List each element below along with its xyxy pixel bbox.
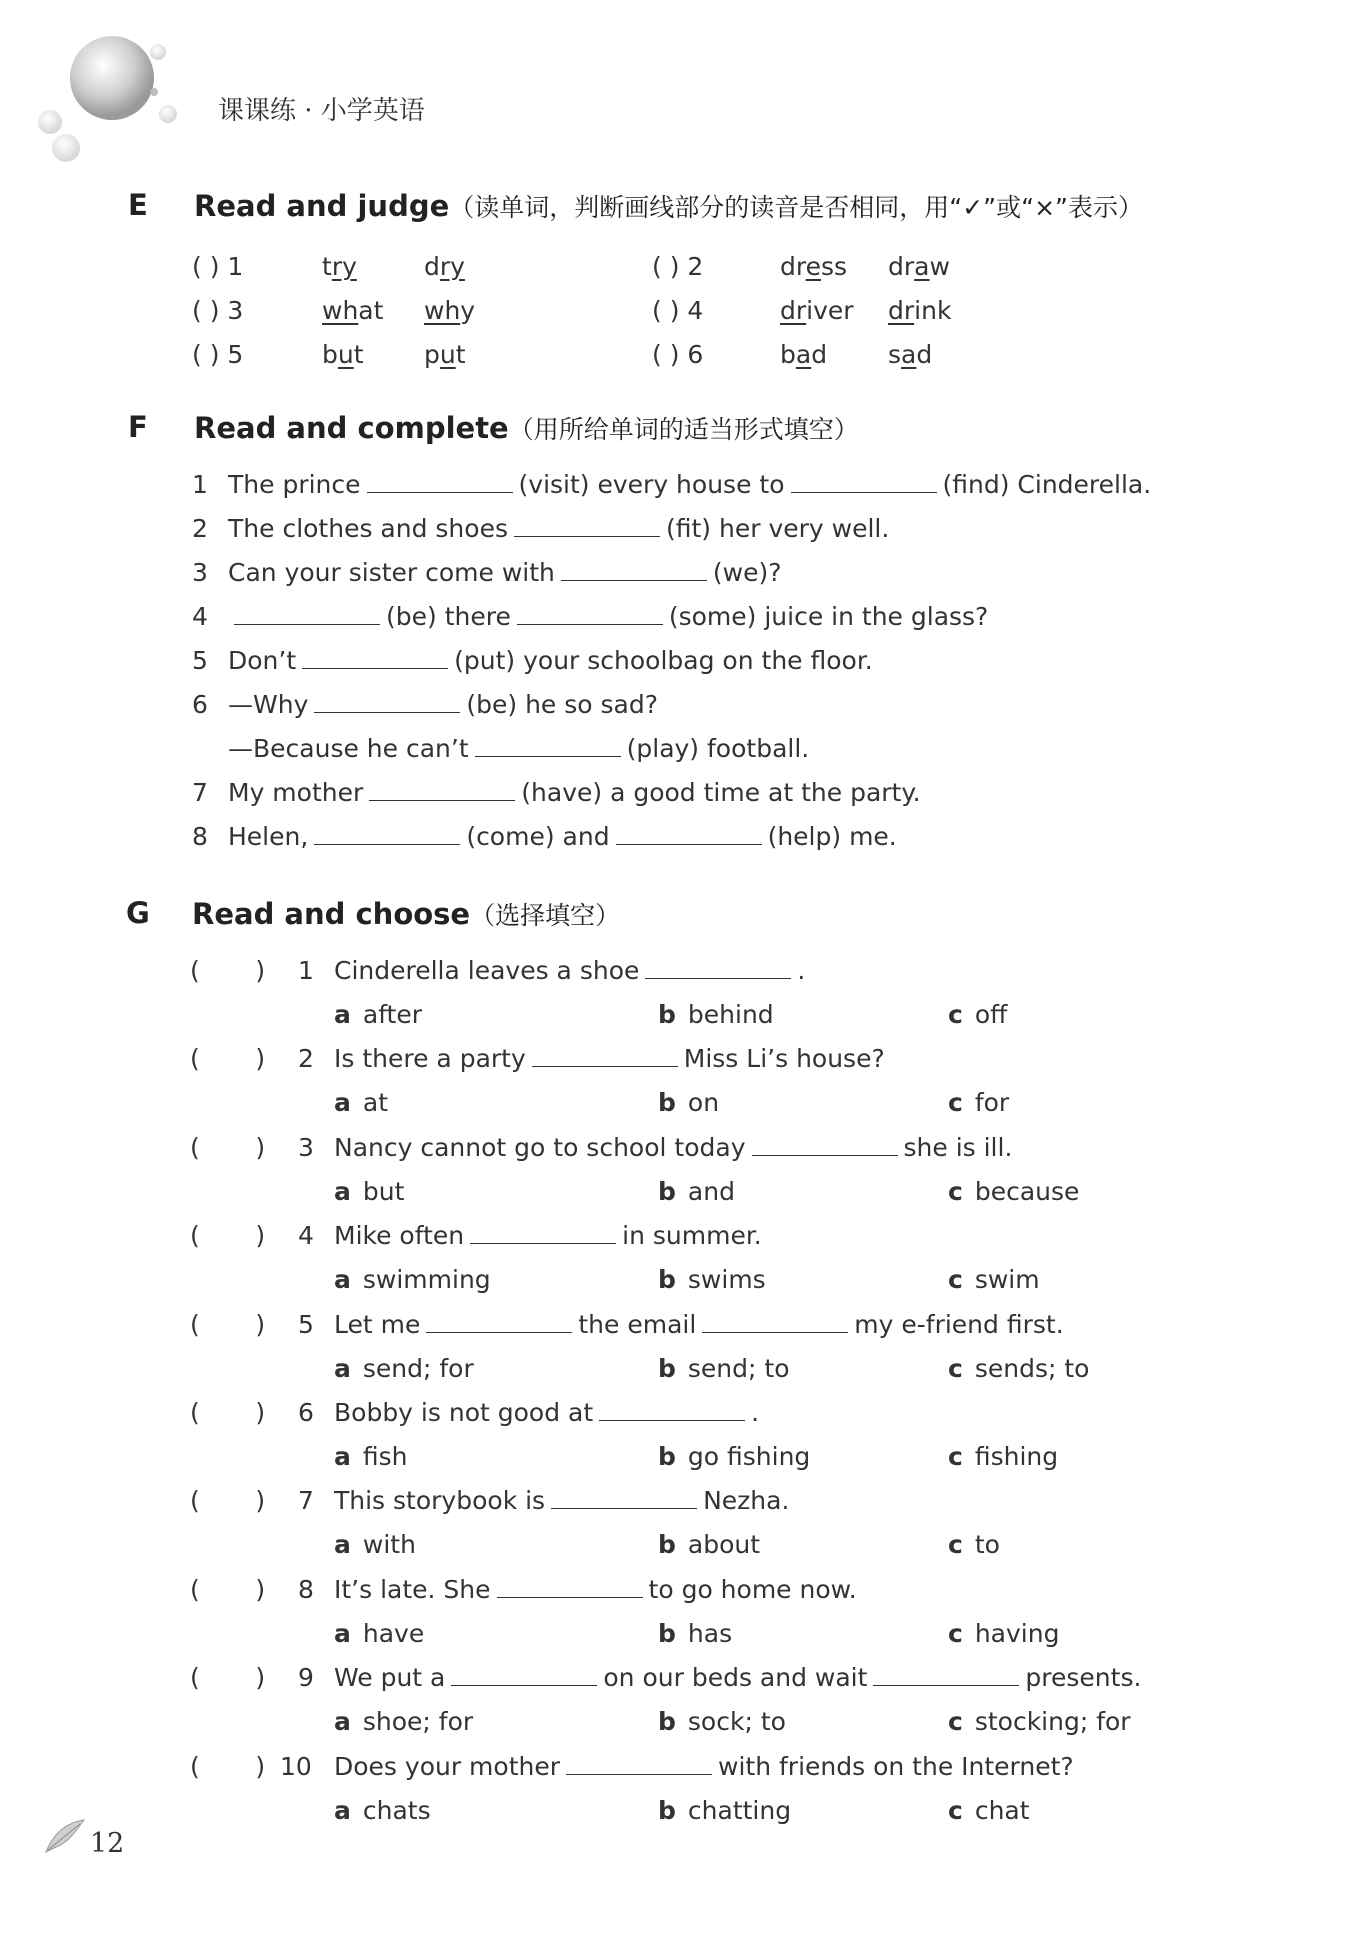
sentence-text: Can your sister come with [228,558,555,587]
answer-blank[interactable] [475,734,621,757]
item-number: 9 [298,1663,314,1693]
word-part: t [353,340,364,369]
question-text [334,1133,1012,1162]
question-text [334,1398,759,1427]
option-b[interactable] [658,1796,791,1825]
answer-paren[interactable]: ( ) [190,1309,266,1339]
answer-paren[interactable]: ( ) [190,956,266,985]
word-part: ink [914,296,952,325]
sentence-text: (some) juice in the glass? [668,602,989,631]
judge-item-label[interactable]: ( ) 2 [652,252,704,281]
word-part: iver [806,296,854,325]
answer-blank[interactable] [551,1486,697,1509]
section-e-title [194,188,1143,224]
question-part: . [797,956,806,985]
section-e-heading: Read and judge [194,189,450,223]
question-part: my e-friend first. [854,1309,1064,1339]
judge-item-label[interactable]: ( ) 4 [652,296,704,325]
option-letter: a [334,1442,351,1471]
option-text: to [974,1530,1000,1560]
answer-blank[interactable] [302,646,448,669]
option-text: because [974,1176,1080,1206]
answer-blank[interactable] [702,1310,848,1333]
sentence-text: (come) and [466,822,610,851]
option-text: on [687,1088,720,1118]
underlined-sound: dr [780,296,807,325]
underlined-sound: a [795,340,812,369]
option-text: about [687,1530,761,1560]
option-a[interactable] [334,1619,424,1648]
item-number: 6 [298,1398,314,1427]
answer-blank[interactable] [514,514,660,537]
option-letter: a [334,1176,351,1206]
question-part: Nancy cannot go to school today [334,1132,746,1162]
question-part: This storybook is [334,1486,546,1516]
underlined-sound: e [805,252,821,281]
header-title: 课课练 · 小学英语 [218,96,425,126]
word-part: p [424,340,440,369]
word-part: d [424,252,440,281]
option-letter: b [658,1088,676,1118]
sentence-text: (we)? [712,558,782,587]
answer-paren[interactable]: ( ) [190,1486,266,1516]
option-letter: a [334,1000,351,1029]
sentence-text: —Because he can’t [228,734,469,763]
option-c[interactable] [948,1707,1131,1736]
judge-word [888,340,932,369]
option-text: go fishing [687,1442,811,1471]
complete-sentence [228,602,988,631]
option-a[interactable] [334,1000,422,1029]
option-letter: c [948,1000,963,1029]
answer-blank[interactable] [367,470,513,493]
complete-sentence [228,646,873,675]
item-number: 4 [298,1221,314,1251]
question-part: We put a [334,1663,446,1693]
answer-paren[interactable]: ( ) [190,1663,266,1693]
option-b[interactable] [658,1619,732,1648]
answer-blank[interactable] [314,822,460,845]
sentence-text: —Why [228,690,309,719]
option-b[interactable] [658,1000,774,1029]
sentence-text: (be) he so sad? [466,690,658,719]
item-number: 3 [192,558,208,587]
question-part: . [751,1398,760,1427]
underlined-sound: dr [888,296,915,325]
judge-item-label[interactable]: ( ) 5 [192,340,244,369]
item-number: 1 [192,470,208,499]
question-part: Cinderella leaves a shoe [334,956,640,985]
sentence-text: (find) Cinderella. [942,470,1152,499]
option-text: shoe; for [362,1707,474,1737]
judge-word [780,296,854,325]
item-number: 4 [192,602,208,631]
option-text: swims [687,1265,766,1295]
word-part: y [460,296,476,325]
answer-blank[interactable] [873,1663,1019,1686]
question-part: presents. [1025,1663,1142,1693]
answer-blank[interactable] [566,1752,712,1775]
option-letter: a [334,1353,351,1383]
option-letter: b [658,1795,676,1825]
option-text: send; to [687,1353,790,1383]
section-g-letter: G [126,896,150,930]
option-text: having [974,1618,1060,1648]
option-b[interactable] [658,1707,786,1736]
section-f-title [194,410,859,446]
option-letter: a [334,1530,351,1560]
item-number: 7 [298,1486,314,1516]
option-text: swim [974,1265,1040,1295]
answer-paren[interactable]: ( ) [190,1751,266,1781]
answer-blank[interactable] [497,1575,643,1598]
section-f-letter: F [128,410,148,444]
option-letter: b [658,1707,676,1737]
option-text: at [362,1088,388,1118]
option-b[interactable] [658,1354,790,1383]
option-c[interactable] [948,1265,1040,1294]
judge-word [424,252,465,281]
answer-blank[interactable] [451,1663,597,1686]
judge-word [322,252,357,281]
answer-blank[interactable] [517,602,663,625]
answer-blank[interactable] [369,778,515,801]
option-text: send; for [362,1353,474,1383]
option-letter: a [334,1618,351,1648]
option-letter: b [658,1530,676,1560]
section-g-title [192,896,620,932]
section-g-heading: Read and choose [192,897,471,931]
item-number: 8 [298,1574,314,1604]
option-text: and [687,1176,735,1206]
underlined-sound: a [901,340,917,369]
option-a[interactable] [334,1088,388,1117]
option-letter: b [658,1442,676,1471]
option-text: behind [687,1000,774,1029]
judge-word [888,252,950,281]
sentence-text: (put) your schoolbag on the floor. [454,646,873,675]
option-letter: c [948,1353,963,1383]
item-number: 2 [192,514,208,543]
underlined-sound: wh [424,296,461,325]
option-a[interactable] [334,1707,473,1736]
question-text [334,1486,789,1515]
answer-blank[interactable] [234,602,380,625]
question-part: in summer. [622,1221,762,1251]
answer-blank[interactable] [599,1398,745,1421]
sentence-text: Helen, [228,822,309,851]
item-number: 5 [298,1309,314,1339]
sentence-text: (have) a good time at the party. [521,778,921,807]
option-c[interactable] [948,1796,1030,1825]
option-letter: b [658,1000,676,1029]
option-text: fishing [974,1442,1059,1471]
option-text: for [974,1088,1010,1118]
answer-blank[interactable] [752,1133,898,1156]
judge-item-label[interactable]: ( ) 3 [192,296,244,325]
option-text: off [974,1000,1008,1029]
option-b[interactable] [658,1177,735,1206]
option-c[interactable] [948,1177,1079,1206]
answer-paren[interactable]: ( ) [190,1398,266,1427]
question-part: Bobby is not good at [334,1398,594,1427]
complete-sentence [228,690,658,719]
question-text [334,1575,857,1604]
option-letter: b [658,1265,676,1295]
word-part: w [929,252,950,281]
question-part: It’s late. She [334,1574,491,1604]
question-part: the email [578,1309,697,1339]
item-number: 7 [192,778,208,807]
section-f-heading: Read and complete [194,411,509,445]
option-text: stocking; for [974,1707,1131,1737]
question-text [334,1752,1074,1781]
option-text: after [362,1000,423,1029]
judge-word [780,340,827,369]
question-part: Mike often [334,1221,465,1251]
answer-paren[interactable]: ( ) [190,1132,266,1162]
leaf-icon [44,1818,86,1854]
judge-word [424,340,466,369]
question-part: Does your mother [334,1751,561,1781]
sentence-text: (fit) her very well. [665,514,890,543]
judge-item-label[interactable]: ( ) 6 [652,340,704,369]
sentence-text: (visit) every house to [518,470,785,499]
option-a[interactable] [334,1265,491,1294]
option-a[interactable] [334,1442,408,1471]
section-f-instruction: （用所给单词的适当形式填空） [508,415,859,444]
option-text: but [362,1176,405,1206]
question-text [334,1310,1064,1339]
answer-paren[interactable]: ( ) [190,1574,266,1604]
underlined-sound: u [439,340,456,369]
question-part: on our beds and wait [603,1663,868,1693]
option-b[interactable] [658,1530,760,1559]
option-letter: a [334,1265,351,1295]
option-letter: a [334,1707,351,1737]
option-text: sends; to [974,1353,1090,1383]
judge-word [322,296,383,325]
word-part: d [811,340,828,369]
option-a[interactable] [334,1796,431,1825]
answer-blank[interactable] [791,470,937,493]
option-b[interactable] [658,1265,766,1294]
item-number: 1 [298,956,314,985]
word-part: dr [888,252,915,281]
item-number: 10 [280,1751,312,1781]
underlined-sound: u [337,340,354,369]
option-a[interactable] [334,1354,474,1383]
item-number: 8 [192,822,208,851]
question-part: Miss Li’s house? [683,1044,885,1074]
option-a[interactable] [334,1177,404,1206]
question-part: she is ill. [903,1132,1013,1162]
question-part: Nezha. [703,1486,790,1516]
section-e-instruction: （读单词，判断画线部分的读音是否相同，用“✓”或“×”表示） [449,193,1143,222]
sentence-text: The clothes and shoes [228,514,508,543]
option-c[interactable] [948,1000,1007,1029]
complete-sentence [228,734,809,763]
option-text: swimming [362,1265,491,1295]
word-part: s [888,340,902,369]
question-text [334,956,805,985]
item-number: 2 [298,1044,314,1074]
option-text: chatting [687,1795,792,1825]
page-number: 12 [90,1828,125,1859]
word-part: t [455,340,466,369]
answer-blank[interactable] [532,1044,678,1067]
option-letter: a [334,1795,351,1825]
option-text: has [687,1618,733,1648]
option-a[interactable] [334,1530,416,1559]
answer-blank[interactable] [470,1221,616,1244]
option-text: fish [362,1442,408,1471]
question-part: to go home now. [648,1574,857,1604]
option-letter: c [948,1442,963,1471]
section-g-instruction: （选择填空） [470,901,621,930]
option-b[interactable] [658,1088,719,1117]
question-text [334,1044,885,1073]
option-letter: c [948,1618,963,1648]
bubbles-decoration [30,30,190,170]
judge-word [780,252,847,281]
complete-sentence [228,470,1151,499]
option-letter: b [658,1353,676,1383]
complete-sentence [228,514,889,543]
judge-item-label[interactable]: ( ) 1 [192,252,244,281]
question-part: with friends on the Internet? [718,1751,1074,1781]
option-c[interactable] [948,1619,1059,1648]
option-letter: b [658,1176,676,1206]
sentence-text: The prince [228,470,361,499]
judge-word [424,296,475,325]
option-letter: c [948,1707,963,1737]
option-letter: a [334,1088,351,1118]
judge-word [322,340,364,369]
question-part: Is there a party [334,1044,526,1074]
question-text [334,1221,762,1250]
word-part: dr [780,252,806,281]
option-c[interactable] [948,1442,1058,1471]
complete-sentence [228,778,921,807]
option-text: with [362,1530,416,1560]
answer-blank[interactable] [561,558,707,581]
option-letter: c [948,1265,963,1295]
sentence-text: (play) football. [626,734,810,763]
word-part: t [322,252,332,281]
option-letter: c [948,1795,963,1825]
judge-word [888,296,951,325]
option-letter: c [948,1088,963,1118]
sentence-text: (be) there [386,602,511,631]
underlined-sound: ry [331,252,357,281]
complete-sentence [228,558,782,587]
option-c[interactable] [948,1088,1009,1117]
option-b[interactable] [658,1442,810,1471]
sentence-text: My mother [228,778,364,807]
option-letter: c [948,1530,963,1560]
question-text [334,1663,1141,1692]
word-part: b [322,340,338,369]
answer-blank[interactable] [426,1310,572,1333]
answer-blank[interactable] [314,690,460,713]
item-number: 6 [192,690,208,719]
answer-paren[interactable]: ( ) [190,1044,266,1074]
word-part: d [916,340,933,369]
word-part: b [780,340,796,369]
answer-blank[interactable] [645,956,791,979]
underlined-sound: ry [439,252,465,281]
option-letter: c [948,1176,963,1206]
option-text: sock; to [687,1707,786,1737]
complete-sentence [228,822,897,851]
option-text: have [362,1618,425,1648]
item-number: 5 [192,646,208,675]
sentence-text: Don’t [228,646,297,675]
sentence-text: (help) me. [767,822,897,851]
option-letter: b [658,1618,676,1648]
underlined-sound: wh [322,296,359,325]
answer-blank[interactable] [616,822,762,845]
answer-paren[interactable]: ( ) [190,1221,266,1251]
option-c[interactable] [948,1530,1000,1559]
word-part: ss [821,252,848,281]
option-text: chat [974,1795,1030,1825]
option-text: chats [362,1795,431,1825]
option-c[interactable] [948,1354,1089,1383]
section-e-letter: E [128,188,148,222]
word-part: at [358,296,384,325]
item-number: 3 [298,1132,314,1162]
underlined-sound: a [914,252,930,281]
question-part: Let me [334,1309,421,1339]
